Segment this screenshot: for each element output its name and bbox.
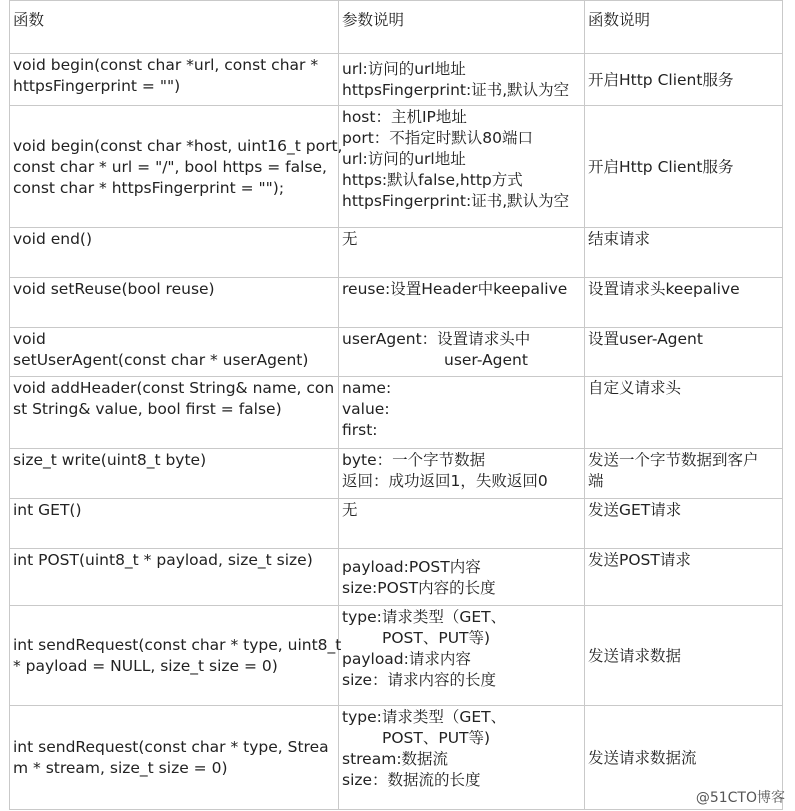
table-row <box>10 549 783 606</box>
table-row <box>10 278 783 328</box>
param-line: size:POST内容的长度 <box>342 578 496 597</box>
func-line: int POST(uint8_t * payload, size_t size) <box>13 551 313 569</box>
params-cell <box>339 377 585 449</box>
func-line: void begin(const char *url, const char * <box>13 56 319 74</box>
param-line: 无 <box>342 501 358 519</box>
desc-cell: 开启Http Client服务 <box>585 54 783 106</box>
func-cell <box>10 377 339 449</box>
table-row <box>10 228 783 278</box>
desc-cell: 发送请求数据流 <box>585 706 783 810</box>
param-line: value: <box>342 400 390 418</box>
param-line: name: <box>342 379 392 397</box>
func-cell <box>10 228 339 278</box>
table-row <box>10 706 783 810</box>
param-line: url:访问的url地址 <box>342 150 466 168</box>
param-line: type:请求类型（GET、 <box>342 708 507 726</box>
params-cell <box>339 549 585 606</box>
func-cell <box>10 549 339 606</box>
params-cell <box>339 228 585 278</box>
desc-cell: 发送GET请求 <box>585 499 783 549</box>
func-cell <box>10 499 339 549</box>
params-cell <box>339 499 585 549</box>
desc-line: 发送一个字节数据到客户 <box>588 451 759 469</box>
func-line: const char * url = "/", bool https = false, <box>13 157 327 176</box>
func-line: httpsFingerprint = "") <box>13 77 181 95</box>
param-line: POST、PUT等) <box>382 629 491 647</box>
func-line: const char * httpsFingerprint = ""); <box>13 178 285 197</box>
table-row <box>10 449 783 499</box>
func-line: void end() <box>13 230 93 248</box>
table-row <box>10 377 783 449</box>
func-cell <box>10 278 339 328</box>
param-line: payload:请求内容 <box>342 650 471 668</box>
desc-line: 端 <box>588 472 604 490</box>
func-line: void begin(const char *host, uint16_t port, <box>13 136 343 155</box>
func-line: int sendRequest(const char * type, uint8_t <box>13 636 342 654</box>
desc-cell: 结束请求 <box>585 228 783 278</box>
params-cell <box>339 54 585 106</box>
param-line: url:访问的url地址 <box>342 60 466 78</box>
param-line: type:请求类型（GET、 <box>342 608 507 626</box>
func-cell <box>10 606 342 706</box>
param-line: https:默认false,http方式 <box>342 171 523 189</box>
params-cell <box>339 449 585 499</box>
func-line: void setReuse(bool reuse) <box>13 280 215 298</box>
param-line: 返回：成功返回1，失败返回0 <box>342 472 548 490</box>
desc-cell: 设置user-Agent <box>585 328 783 377</box>
param-line: first: <box>342 421 378 439</box>
table-row <box>10 106 783 228</box>
func-cell <box>10 54 339 106</box>
desc-cell: 自定义请求头 <box>585 377 783 449</box>
header-row <box>10 1 783 54</box>
func-line: size_t write(uint8_t byte) <box>13 451 207 469</box>
func-line: st String& value, bool first = false) <box>13 400 282 418</box>
param-line: POST、PUT等) <box>382 729 491 747</box>
param-line: port：不指定时默认80端口 <box>342 129 533 147</box>
param-line: size：请求内容的长度 <box>342 671 497 689</box>
watermark: @51CTO博客 <box>695 790 785 806</box>
params-cell <box>339 278 585 328</box>
param-line: userAgent：设置请求头中 <box>342 330 531 348</box>
params-cell <box>339 328 585 377</box>
func-line: int GET() <box>13 501 82 519</box>
func-line: int sendRequest(const char * type, Strea <box>13 738 329 756</box>
header-func: 函数 <box>10 1 339 54</box>
params-cell <box>339 606 585 706</box>
func-line: * payload = NULL, size_t size = 0) <box>13 657 278 675</box>
func-line: m * stream, size_t size = 0) <box>13 759 228 777</box>
desc-cell: 发送POST请求 <box>585 549 783 606</box>
table-row <box>10 54 783 106</box>
table-row <box>10 328 783 377</box>
func-line: void addHeader(const String& name, con <box>13 379 335 397</box>
param-line: stream:数据流 <box>342 750 449 768</box>
desc-cell: 开启Http Client服务 <box>585 106 783 228</box>
params-cell <box>339 706 585 810</box>
func-cell <box>10 449 339 499</box>
func-cell <box>10 106 343 228</box>
param-line: size：数据流的长度 <box>342 771 481 789</box>
param-line: payload:POST内容 <box>342 557 481 576</box>
param-line: byte：一个字节数据 <box>342 451 486 469</box>
param-line: httpsFingerprint:证书,默认为空 <box>342 81 570 99</box>
table-row <box>10 499 783 549</box>
func-cell <box>10 706 339 810</box>
param-line: httpsFingerprint:证书,默认为空 <box>342 192 570 210</box>
func-line: setUserAgent(const char * userAgent) <box>13 351 309 369</box>
api-table <box>9 0 783 810</box>
param-line: host：主机IP地址 <box>342 108 467 126</box>
func-line: void <box>13 330 46 348</box>
params-cell <box>339 106 585 228</box>
param-line: reuse:设置Header中keepalive <box>342 280 568 298</box>
func-cell <box>10 328 339 377</box>
param-line: user-Agent <box>444 351 528 369</box>
param-line: 无 <box>342 230 358 248</box>
header-desc: 函数说明 <box>585 1 783 54</box>
header-params: 参数说明 <box>339 1 585 54</box>
desc-cell: 发送请求数据 <box>585 606 783 706</box>
desc-cell: 设置请求头keepalive <box>585 278 783 328</box>
desc-cell <box>585 449 783 499</box>
table-row <box>10 606 783 706</box>
